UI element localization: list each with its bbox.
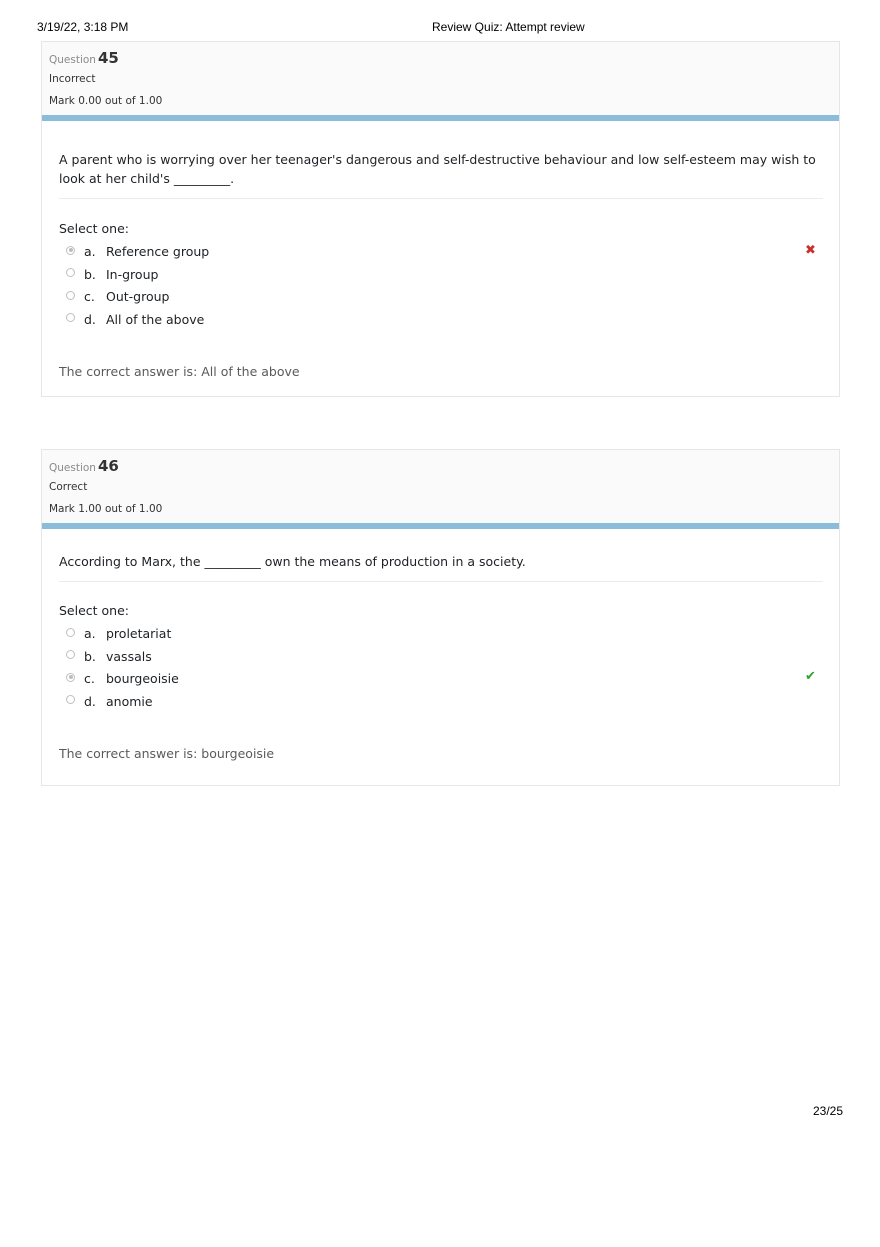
- question-number-line: [49, 456, 832, 476]
- option-text: proletariat: [106, 626, 172, 641]
- answer-list: [59, 623, 823, 713]
- question-content: [42, 529, 839, 764]
- radio-button[interactable]: [66, 628, 75, 637]
- radio-button[interactable]: [66, 313, 75, 322]
- question-info: [42, 42, 839, 115]
- question-grade: Mark 1.00 out of 1.00: [49, 503, 163, 515]
- option-letter: b.: [84, 648, 96, 664]
- question-state: Incorrect: [49, 73, 96, 85]
- radio-button[interactable]: [66, 673, 75, 682]
- cross-icon: ✖: [805, 243, 816, 258]
- option-letter: d.: [84, 311, 96, 327]
- radio-button[interactable]: [66, 650, 75, 659]
- option-text: Reference group: [106, 244, 210, 259]
- radio-button[interactable]: [66, 268, 75, 277]
- option-text: vassals: [106, 648, 152, 664]
- radio-button[interactable]: [66, 695, 75, 704]
- radio-button[interactable]: [66, 246, 75, 255]
- select-prompt: Select one:: [59, 603, 130, 618]
- question-number-line: [49, 48, 832, 68]
- answer-list: [59, 241, 823, 331]
- radio-button[interactable]: [66, 291, 75, 300]
- question-content: [42, 121, 839, 382]
- question-card: [41, 449, 840, 786]
- print-datetime: 3/19/22, 3:18 PM: [37, 20, 129, 34]
- page-number: 23/25: [813, 1104, 844, 1118]
- option-text: In-group: [106, 266, 159, 282]
- answer-option[interactable]: [59, 241, 823, 264]
- answer-option[interactable]: [59, 668, 823, 691]
- option-letter: c.: [84, 289, 95, 304]
- question-text: A parent who is worrying over her teenager's dangerous and self-destructive behaviour and low self-esteem may wish to look at her child's _________.: [59, 121, 823, 199]
- question-grade: Mark 0.00 out of 1.00: [49, 95, 163, 107]
- correct-answer-feedback: The correct answer is: bourgeoisie: [59, 746, 275, 761]
- question-card: [41, 41, 840, 397]
- option-letter: d.: [84, 693, 96, 709]
- option-letter: b.: [84, 266, 96, 282]
- answer-option[interactable]: [59, 309, 823, 332]
- answer-option[interactable]: [59, 623, 823, 646]
- option-letter: a.: [84, 244, 96, 259]
- answer-option[interactable]: [59, 691, 823, 714]
- question-label: Question: [49, 54, 96, 66]
- question-number: 45: [97, 49, 119, 67]
- question-info: [42, 450, 839, 523]
- correct-answer-feedback: The correct answer is: All of the above: [59, 364, 300, 379]
- select-prompt: Select one:: [59, 221, 130, 236]
- question-number: 46: [97, 457, 119, 475]
- option-text: All of the above: [106, 311, 205, 327]
- print-page-title: Review Quiz: Attempt review: [432, 20, 585, 34]
- option-letter: c.: [84, 671, 95, 686]
- option-text: bourgeoisie: [106, 671, 179, 686]
- answer-option[interactable]: [59, 264, 823, 287]
- print-header: [0, 20, 880, 38]
- answer-option[interactable]: [59, 646, 823, 669]
- option-text: anomie: [106, 693, 153, 709]
- check-icon: ✔: [805, 669, 816, 684]
- question-text: According to Marx, the _________ own the means of production in a society.: [59, 529, 823, 582]
- question-label: Question: [49, 462, 96, 474]
- answer-option[interactable]: [59, 286, 823, 309]
- question-state: Correct: [49, 481, 88, 493]
- option-text: Out-group: [106, 289, 170, 304]
- option-letter: a.: [84, 626, 96, 641]
